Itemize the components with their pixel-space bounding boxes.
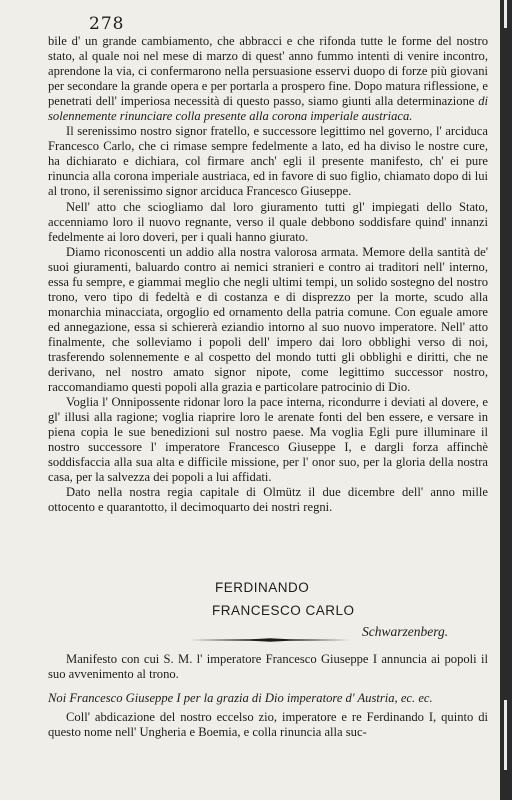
paragraph-6: Dato nella nostra regia capitale di Olmütz il due dicembre dell' anno mille ottocento e quarantotto, il decimoquarto dei nostri regni.: [48, 485, 488, 515]
paragraph-1: bile d' un grande cambiamento, che abbracci e che rifonda tutte le forme del nostro stato, al quale noi nel mese di marzo di quest' anno fummo intenti di venire incontro, aprendone la via, ci confermarono nella persuasione esservi duopo di forze più giovani per secondare la grande opera e per portarla a prospero fine. Dopo matura riflessione, e penetrati dell' imperiosa necessità di questo passo, siamo giunti alla determinazione di solennemente rinunciare colla presente alla corona imperiale austriaca.: [48, 34, 489, 124]
signature-ferdinando: FERDINANDO: [215, 580, 310, 595]
ornamental-rule: [190, 636, 350, 644]
countersignature: Schwarzenberg.: [362, 624, 449, 639]
page-number: 278: [89, 14, 125, 34]
paragraph-2: Il serenissimo nostro signor fratello, e successore legittimo nel governo, l' arciduca Francesco Carlo, che ci rimase sempre fedelmente a lato, ed ha diviso le nostre cure, ha dichiarato e dichiara, col firmare anch' egli il presente manifesto, ch' ei pure rinuncia alla corona imperiale austriaca, ed in favore di suo figlio, chiamato dopo di lui al trono, il serenissimo signor arciduca Francesco Giuseppe.: [48, 124, 488, 199]
italic-determination: di solennemente rinunciare colla presente alla corona imperiale austriaca.: [48, 94, 489, 124]
manifesto-invocation: Noi Francesco Giuseppe I per la grazia di Dio imperatore d' Austria, ec. ec.: [48, 690, 433, 705]
decree-text: [48, 34, 488, 516]
scan-edge-mark: [504, 700, 507, 770]
new-manifesto: [48, 652, 488, 740]
paragraph-3: Nell' atto che sciogliamo dal loro giuramento tutti gl' impiegati dello Stato, accenniamo loro il nuovo regnante, verso il quale debbono soddisfare quind' innanzi fedelmente ai loro doveri, per i quali hanno giurato.: [48, 199, 488, 244]
manifesto-opening: Coll' abdicazione del nostro eccelso zio, imperatore e re Ferdinando I, quinto di questo nome nell' Ungheria e Boemia, e colla rinuncia alla suc-: [48, 709, 488, 740]
paragraph-4: Diamo riconoscenti un addio alla nostra valorosa armata. Memore della santità de' suoi giuramenti, baluardo contro ai nemici stranieri e contro ai traditori nell' interno, essa fu sempre, e giammai meglio che negli ultimi tempi, un solido sostegno del nostro trono, vero tipo di fedeltà e di costanza e di disprezzo per la morte, scudo alla monarchia minacciata, orgoglio ed ornamento della patria comune. Con eguale amore ed annegazione, essa si schiererà eziandio intorno al suo nuovo imperatore. Nell' atto finalmente, che solleviamo i popoli dell' impero dai loro obblighi verso di noi, trasferendo solennemente e al cospetto del mondo tutti gli obblighi e diritti, che ne derivano, nel nostro amato signor nipote, come legittimo successor nostro, raccomandiamo questi popoli alla grazia e particolare patrocinio di Dio.: [48, 244, 488, 395]
scan-edge-mark: [504, 0, 507, 28]
paragraph-5: Voglia l' Onnipossente ridonar loro la pace interna, ricondurre i deviati al dovere, e gl' illusi alla ragione; voglia riaprire loro le arenate fonti del ben essere, e versare in piena copia le sue benedizioni sul nostro paese. Ma voglia Egli pure illuminare il nostro successore l' imperatore Francesco Giuseppe I, e dargli forza affinchè soddisfaccia alla sua alta e difficile missione, per l' onor suo, per la gloria della nostra casa, per la salvezza dei popoli a lui affidati.: [48, 395, 488, 485]
manifesto-title: Manifesto con cui S. M. l' imperatore Francesco Giuseppe I annuncia ai popoli il suo avvenimento al trono.: [48, 652, 488, 682]
signature-francesco-carlo: FRANCESCO CARLO: [212, 603, 355, 618]
